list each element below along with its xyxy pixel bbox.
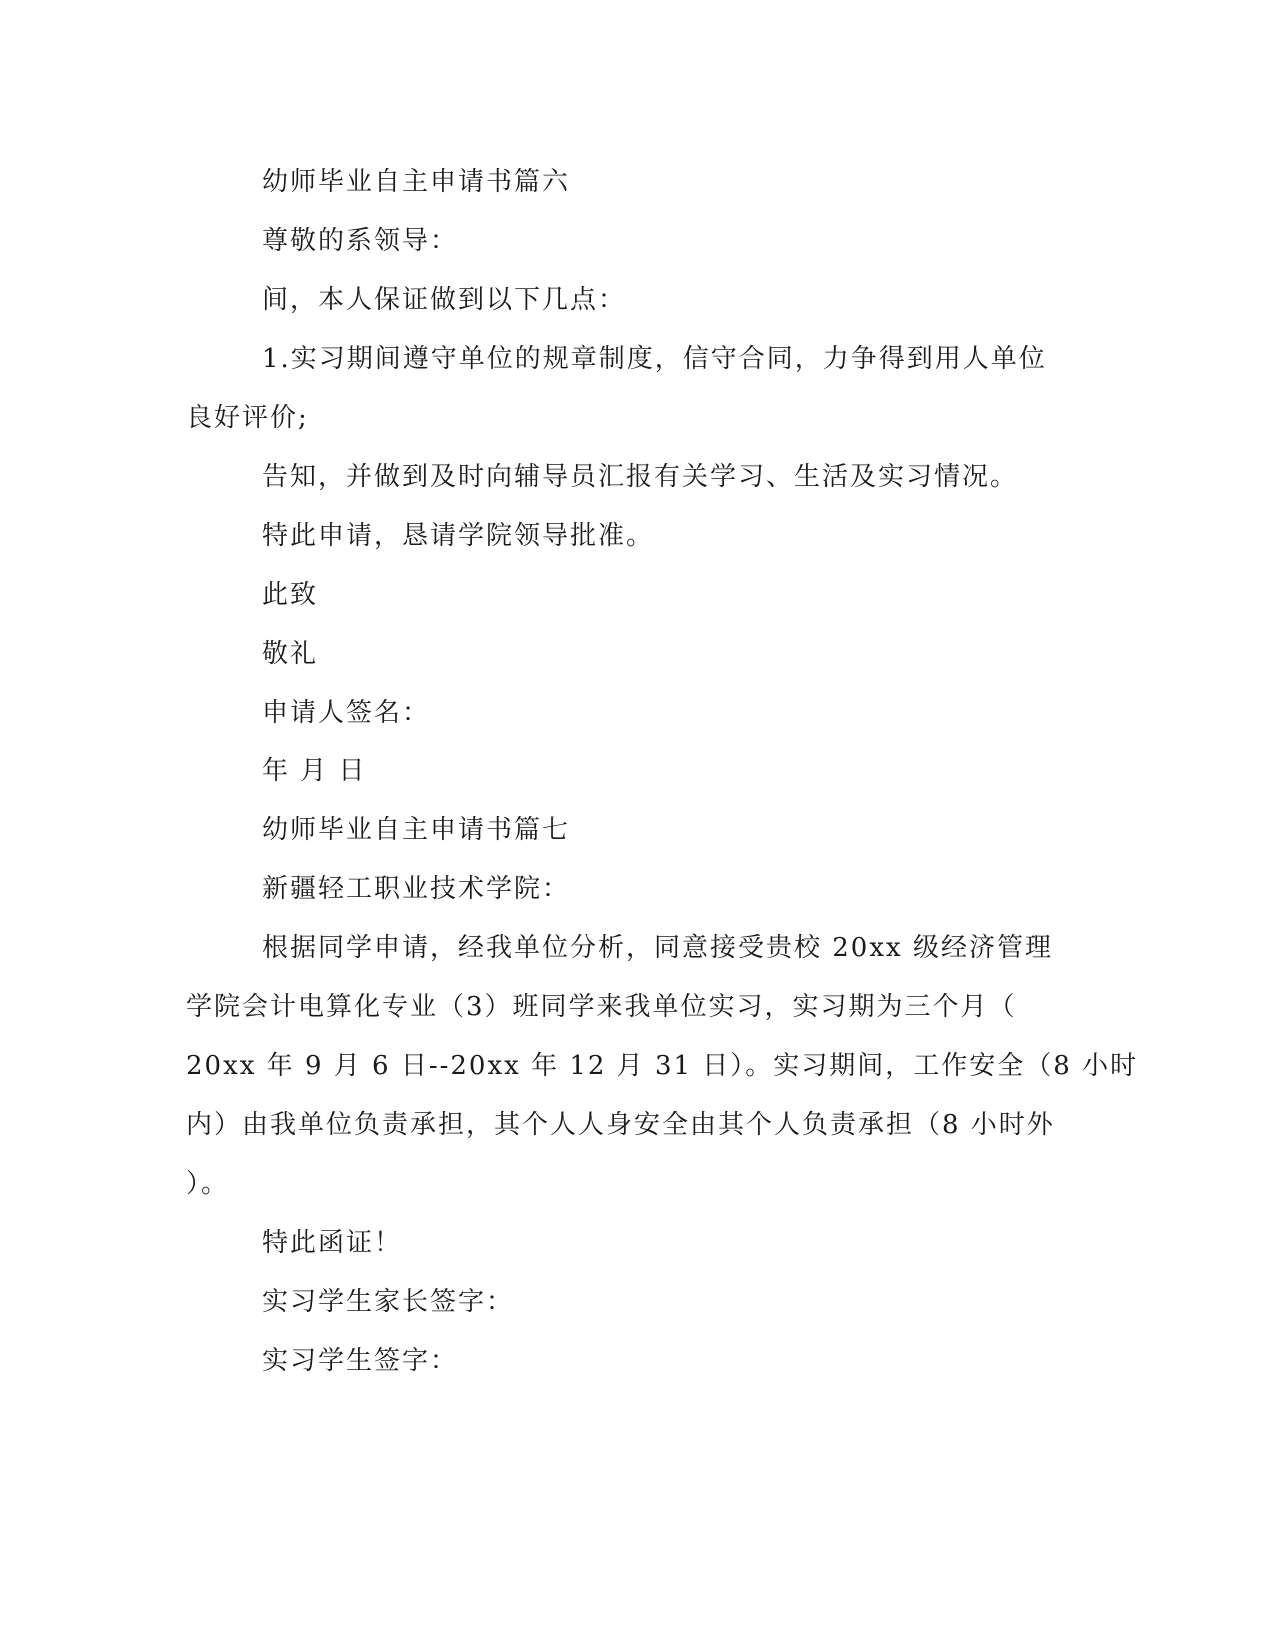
- section7-certify: 特此函证！: [262, 1228, 403, 1258]
- section7-body-line: 学院会计电算化专业（3）班同学来我单位实习，实习期为三个月（: [186, 992, 1017, 1022]
- section7-body-line: ）。: [186, 1169, 230, 1199]
- section6-closing: 此致: [262, 580, 319, 610]
- section6-item1-line1: 1.实习期间遵守单位的规章制度，信守合同，力争得到用人单位: [262, 344, 1047, 374]
- section7-parent-signature: 实习学生家长签字：: [262, 1287, 515, 1317]
- section6-paragraph: 间，本人保证做到以下几点：: [262, 285, 627, 315]
- section6-closing: 敬礼: [262, 639, 319, 669]
- section7-body-line: 20xx 年 9 月 6 日--20xx 年 12 月 31 日）。实习期间，工作安全（8 小时: [186, 1051, 1139, 1081]
- section6-paragraph: 告知，并做到及时向辅导员汇报有关学习、生活及实习情况。: [262, 462, 1019, 492]
- section6-salutation: 尊敬的系领导：: [262, 226, 459, 256]
- section7-body-line: 内）由我单位负责承担，其个人人身安全由其个人负责承担（8 小时外: [186, 1110, 1055, 1140]
- section6-paragraph: 特此申请，恳请学院领导批准。: [262, 521, 655, 551]
- section7-student-signature: 实习学生签字：: [262, 1346, 459, 1376]
- section7-title: 幼师毕业自主申请书篇七: [262, 815, 571, 845]
- section6-title: 幼师毕业自主申请书篇六: [262, 167, 571, 197]
- section7-addressee: 新疆轻工职业技术学院：: [262, 874, 571, 904]
- section6-signature: 申请人签名：: [262, 698, 431, 728]
- section6-date: 年 月 日: [262, 756, 367, 786]
- section6-item1-line2: 良好评价;: [186, 403, 309, 433]
- section7-body-line: 根据同学申请，经我单位分析，同意接受贵校 20xx 级经济管理: [262, 933, 1053, 963]
